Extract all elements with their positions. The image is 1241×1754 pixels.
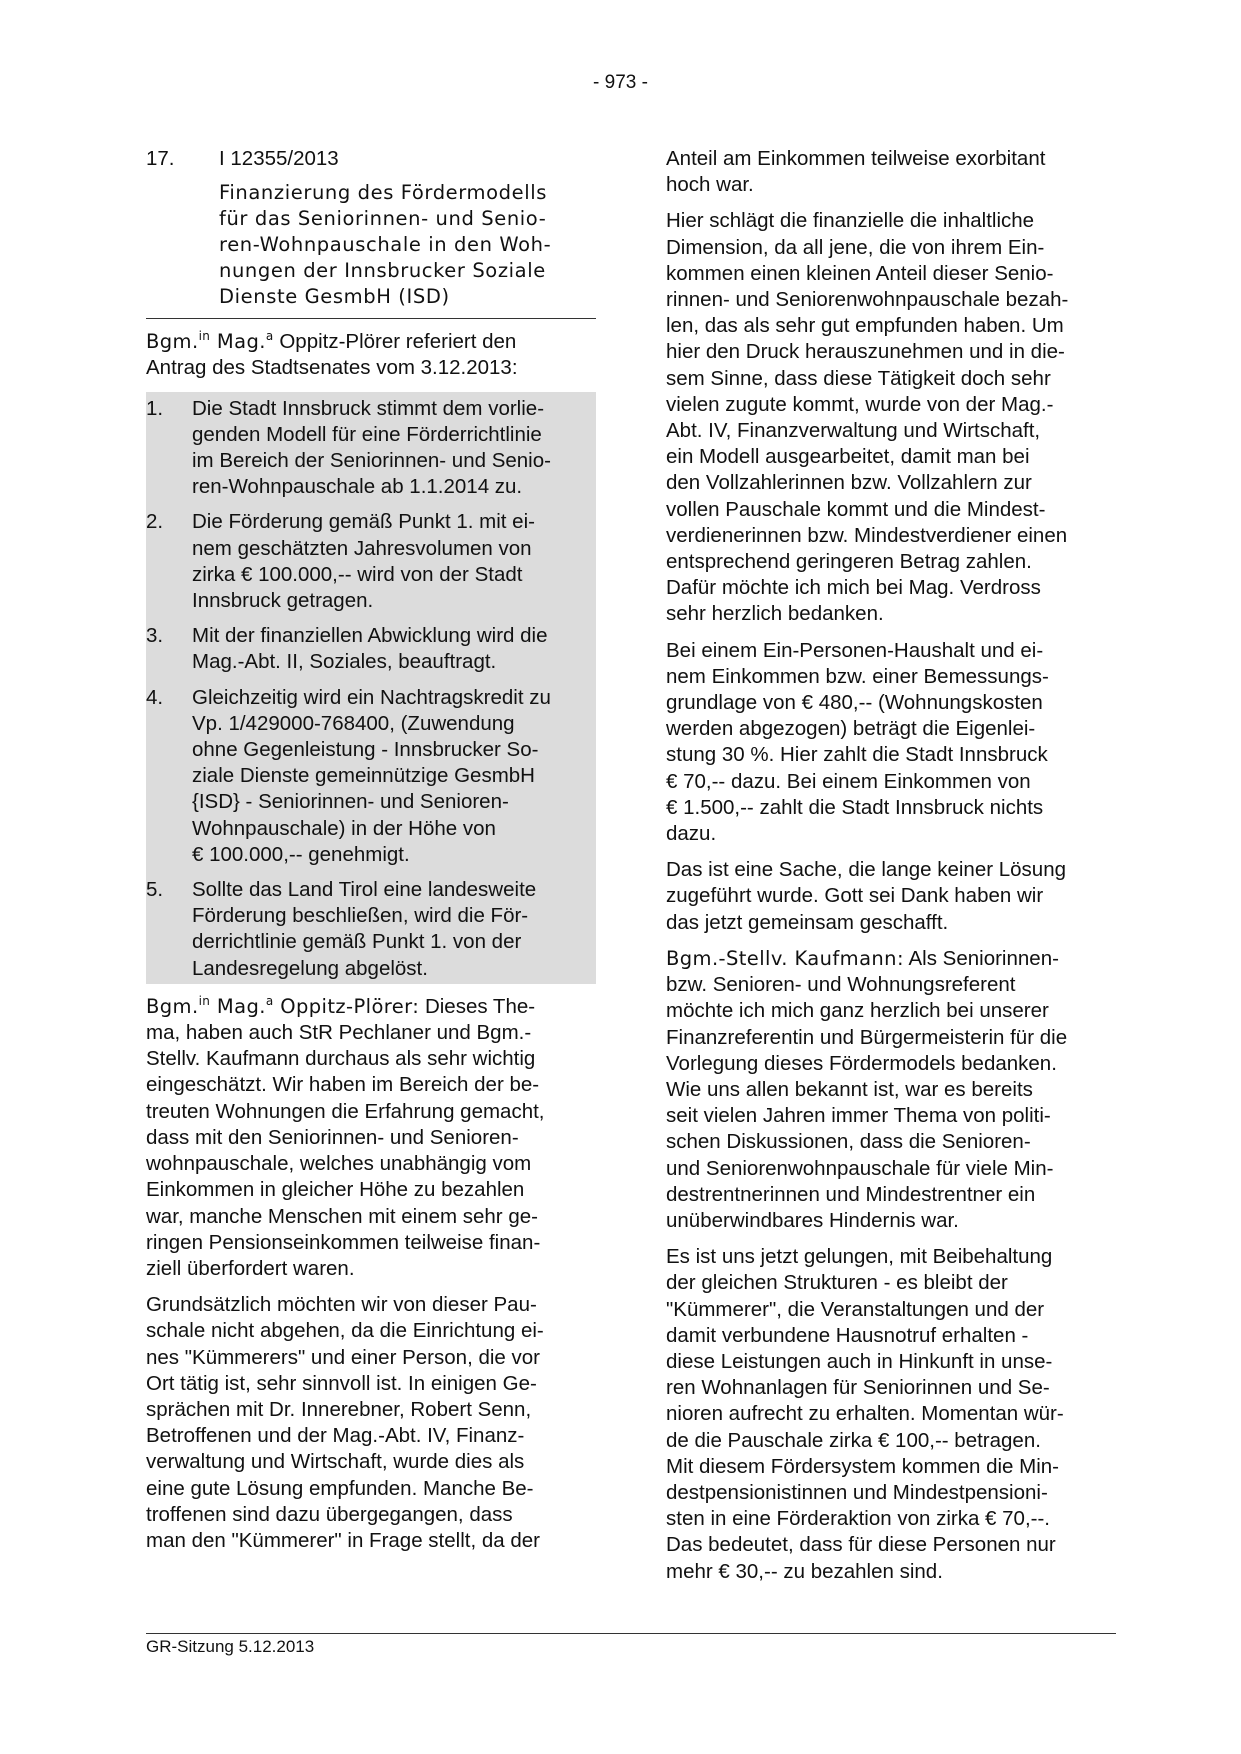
body-paragraph: Das ist eine Sache, die lange keiner Lösung zugeführt wurde. Gott sei Dank haben wir das jetzt gemeinsam geschafft. xyxy=(666,858,1067,934)
agenda-item-number: 17. xyxy=(146,147,175,170)
agenda-item-title xyxy=(219,180,596,318)
body-paragraph: Anteil am Einkommen teilweise exorbitant hoch war. xyxy=(666,147,1046,197)
body-paragraph: Bei einem Ein-Personen-Haushalt und ei- nem Einkommen bzw. einer Bemessungs- grundlage von € 480,-- (Wohnungskosten werden abgezogen) beträgt die Eigenlei- stung 30 %. Hier zahlt die Stadt Innsbruck € 70,-- dazu. Bei einem Einkommen von € 1.500,-- zahlt die Stadt Innsbruck nichts dazu. xyxy=(666,638,1049,846)
title-divider xyxy=(146,318,596,319)
right-column xyxy=(666,146,1116,1595)
intro-paragraph: Bgm.$^{in}$ Mag.$^a$ Oppitz-Plörer referiert den Antrag des Stadtsenates vom 3.12.2013: xyxy=(146,329,518,380)
title-line: ren-Wohnpauschale in den Woh- xyxy=(219,233,552,257)
body-paragraph: Grundsätzlich möchten wir von dieser Pau- schale nicht abgehen, da die Einrichtung ei- nes "Kümmerers" und einer Person, die vor Ort tätig ist, sehr sinnvoll ist. In einigen Ge- sprächen mit Dr. Innerebner, Robert Senn, Betroffenen und der Mag.-Abt. IV, Finanz- verwaltung und Wirtschaft, wurde dies als eine gute Lösung empfunden. Manche Be- troffenen sind dazu übergegangen, dass man den "Kümmerer" in Frage stellt, da der xyxy=(146,1293,544,1552)
motion-item: 5. Sollte das Land Tirol eine landesweite Förderung beschließen, wird die För- derrichtlinie gemäß Punkt 1. von der Landesregelung abgelöst. xyxy=(146,878,537,980)
body-paragraph: Hier schlägt die finanzielle die inhaltliche Dimension, da all jene, die von ihrem Ein- kommen einen kleinen Anteil dieser Senio- rinnen- und Seniorenwohnpauschale bezah- len, das als sehr gut empfunden haben. Um hier den Druck herauszunehmen und in die- sem Sinne, dass diese Tätigkeit doch sehr vielen zugute kommt, wurde von der Mag.- Abt. IV, Finanzverwaltung und Wirtschaft, ein Modell ausgearbeitet, damit man bei den Vollzahlerinnen bzw. Vollzahlern zur vollen Pauschale kommt und die Mindest- verdienerinnen bzw. Mindestverdiener einen entsprechend geringeren Betrag zahlen. Dafür möchte ich mich bei Mag. Verdross sehr herzlich bedanken. xyxy=(666,209,1069,626)
speaker-label: Bgm.$^{in}$ Mag.$^a$ xyxy=(146,329,274,354)
motion-item: 3. Mit der finanziellen Abwicklung wird die Mag.-Abt. II, Soziales, beauftragt. xyxy=(146,624,548,674)
speaker-label: Bgm.-Stellv. Kaufmann: xyxy=(666,946,904,970)
body-paragraph: Es ist uns jetzt gelungen, mit Beibehaltung der gleichen Strukturen - es bleibt der "Kümmerer", die Veranstaltungen und der damit verbundene Hausnotruf erhalten - diese Leistungen auch in Hinkunft in unse- ren Wohnanlagen für Seniorinnen und Se- nioren aufrecht zu erhalten. Momentan wür- de die Pauschale zirka € 100,-- betragen. Mit diesem Fördersystem kommen die Min- destpensionistinnen und Mindestpensioni- sten in eine Förderaktion von zirka € 70,--. Das bedeutet, dass für diese Personen nur mehr € 30,-- zu bezahlen sind. xyxy=(666,1245,1064,1583)
agenda-item-header xyxy=(146,146,596,172)
page-number: - 973 - xyxy=(593,72,648,93)
motion-box xyxy=(146,392,596,984)
title-line: Dienste GesmbH (ISD) xyxy=(219,285,450,309)
footer-session-date: GR-Sitzung 5.12.2013 xyxy=(146,1637,315,1656)
left-column xyxy=(146,146,596,1564)
agenda-item-reference: I 12355/2013 xyxy=(219,147,339,170)
speech-paragraph: Bgm.-Stellv. Kaufmann: Als Seniorinnen- bzw. Senioren- und Wohnungsreferent möchte ich mich ganz herzlich bei unserer Finanzreferentin und Bürgermeisterin für die Vorlegung dieses Fördermodels bedanken. Wie uns allen bekannt ist, war es bereits seit vielen Jahren immer Thema von politi- schen Diskussionen, dass die Senioren- und Seniorenwohnpauschale für viele Min- destrentnerinnen und Mindestrentner ein unüberwindbares Hindernis war. xyxy=(666,946,1068,1232)
speech-paragraph: Bgm.$^{in}$ Mag.$^a$ Oppitz-Plörer: Dieses The- ma, haben auch StR Pechlaner und Bgm.- Stellv. Kaufmann durchaus als sehr wichtig eingeschätzt. Wir haben im Bereich der be- treuten Wohnungen die Erfahrung gemacht, dass mit den Seniorinnen- und Senioren- wohnpauschale, welches unabhängig vom Einkommen in gleicher Höhe zu bezahlen war, manche Menschen mit einem sehr ge- ringen Pensionseinkommen teilweise finan- ziell überfordert waren. xyxy=(146,993,545,1280)
motion-item: 1. Die Stadt Innsbruck stimmt dem vorlie- genden Modell für eine Förderrichtlinie im Bereich der Seniorinnen- und Senio- ren-Wohnpauschale ab 1.1.2014 zu. xyxy=(146,396,551,499)
motion-item: 2. Die Förderung gemäß Punkt 1. mit ei- nem geschätzten Jahresvolumen von zirka € 100.000,-- wird von der Stadt Innsbruck getragen. xyxy=(146,510,535,613)
title-line: Finanzierung des Fördermodells xyxy=(219,181,548,205)
title-line: nungen der Innsbrucker Soziale xyxy=(219,259,546,283)
title-line: für das Seniorinnen- und Senio- xyxy=(219,207,547,231)
footer-divider xyxy=(146,1633,1116,1634)
speaker-label: Bgm.$^{in}$ Mag.$^a$ Oppitz-Plörer: xyxy=(146,993,420,1018)
motion-item: 4. Gleichzeitig wird ein Nachtragskredit zu Vp. 1/429000-768400, (Zuwendung ohne Gegenleistung - Innsbrucker So- ziale Dienste gemeinnützige GesmbH {ISD} - Seniorinnen- und Senioren- Wohnpauschale) in der Höhe von € 100.000,-- genehmigt. xyxy=(146,685,551,866)
